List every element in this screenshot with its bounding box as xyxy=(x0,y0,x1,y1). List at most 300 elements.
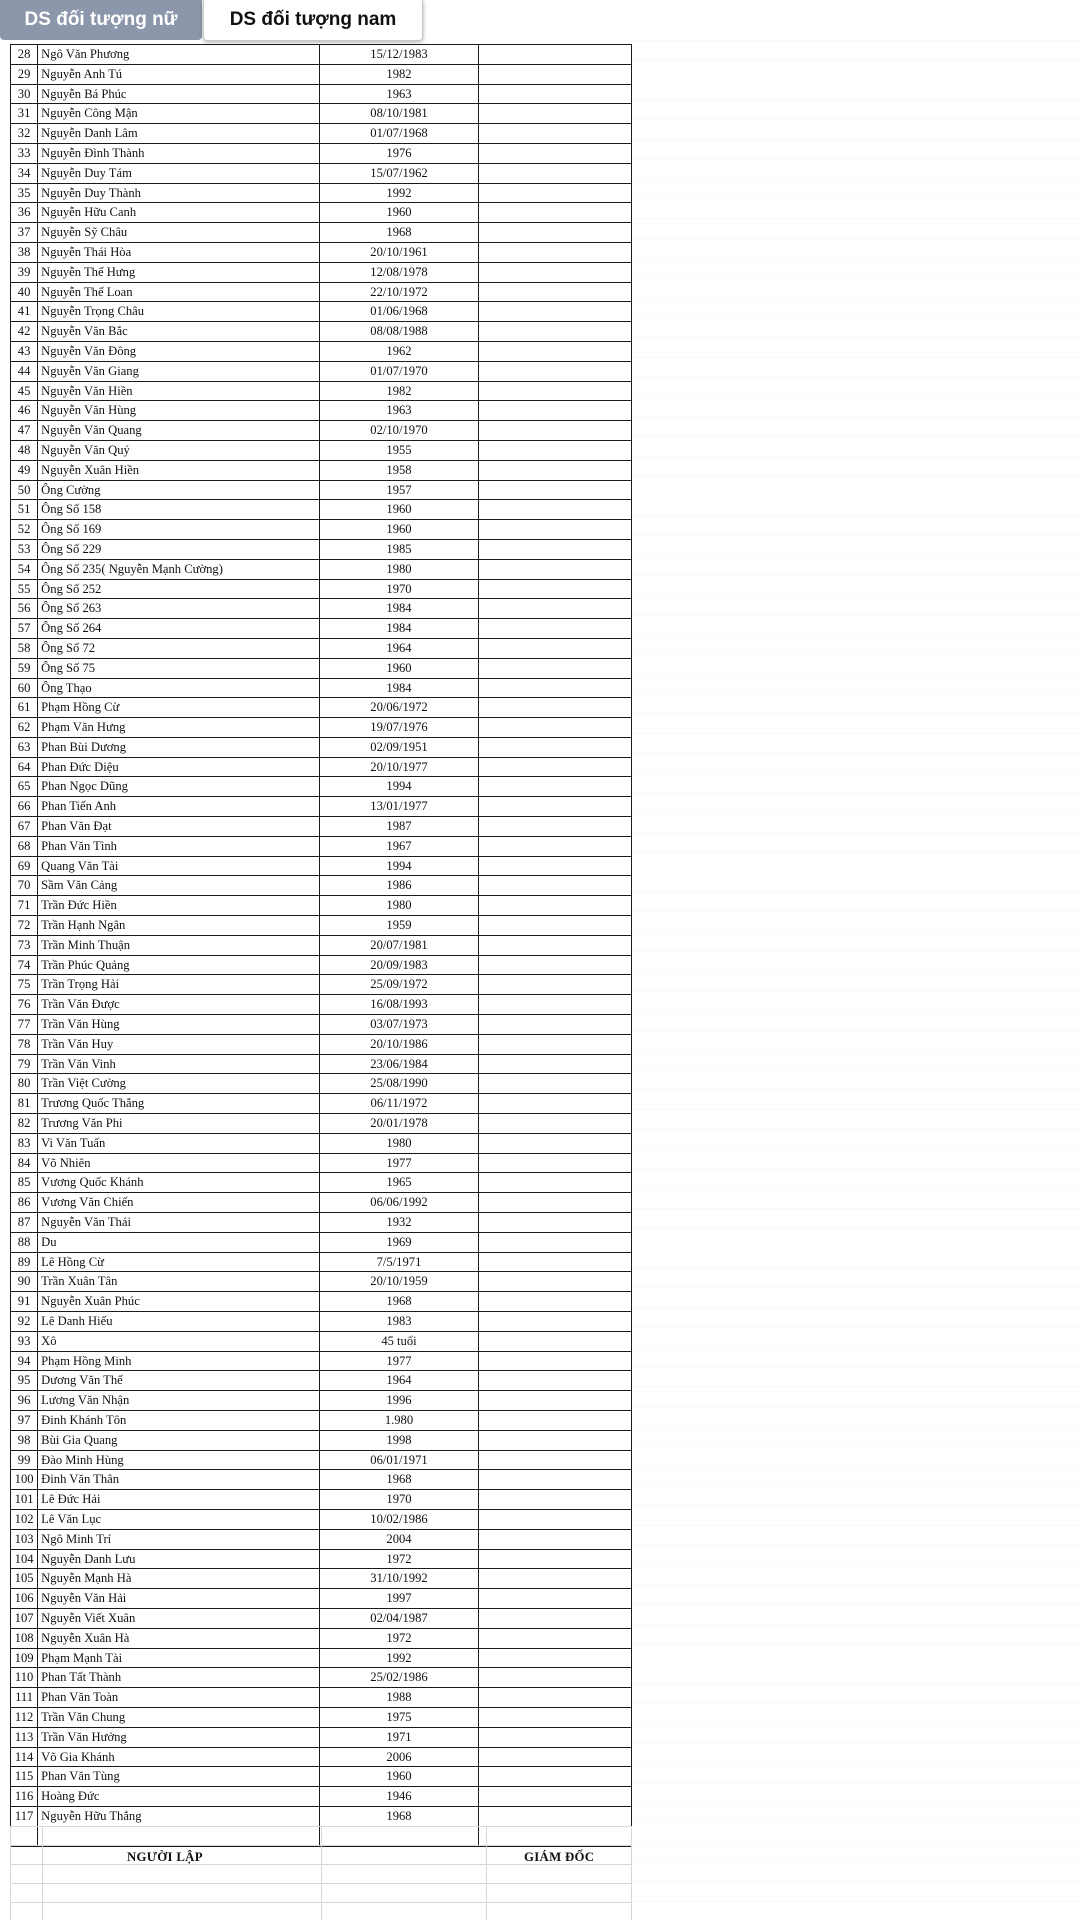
row-birthdate[interactable]: 1970 xyxy=(319,1490,478,1510)
row-number[interactable]: 79 xyxy=(11,1054,38,1074)
row-birthdate[interactable]: 1992 xyxy=(319,183,478,203)
row-number[interactable]: 107 xyxy=(11,1608,38,1628)
row-number[interactable]: 36 xyxy=(11,203,38,223)
row-number[interactable]: 103 xyxy=(11,1529,38,1549)
row-number[interactable]: 111 xyxy=(11,1688,38,1708)
row-name[interactable]: Ông Số 75 xyxy=(38,658,320,678)
row-birthdate[interactable]: 25/08/1990 xyxy=(319,1074,478,1094)
row-number[interactable]: 113 xyxy=(11,1727,38,1747)
row-birthdate[interactable]: 25/02/1986 xyxy=(319,1668,478,1688)
row-name[interactable]: Trần Phúc Quảng xyxy=(38,955,320,975)
row-name[interactable]: Quang Văn Tài xyxy=(38,856,320,876)
row-name[interactable]: Ngô Văn Phương xyxy=(38,45,320,65)
row-number[interactable]: 64 xyxy=(11,757,38,777)
row-name[interactable]: Trần Văn Vinh xyxy=(38,1054,320,1074)
row-name[interactable]: Đinh Văn Thân xyxy=(38,1470,320,1490)
row-blank-cell[interactable] xyxy=(479,1173,632,1193)
row-number[interactable]: 106 xyxy=(11,1589,38,1609)
row-number[interactable]: 41 xyxy=(11,302,38,322)
row-number[interactable]: 110 xyxy=(11,1668,38,1688)
row-blank-cell[interactable] xyxy=(479,1668,632,1688)
row-birthdate[interactable]: 1980 xyxy=(319,896,478,916)
row-name[interactable]: Ông Số 235( Nguyễn Mạnh Cường) xyxy=(38,559,320,579)
row-birthdate[interactable]: 1965 xyxy=(319,1173,478,1193)
row-name[interactable]: Ông Số 252 xyxy=(38,579,320,599)
row-blank-cell[interactable] xyxy=(479,143,632,163)
row-blank-cell[interactable] xyxy=(479,935,632,955)
row-birthdate[interactable]: 10/02/1986 xyxy=(319,1509,478,1529)
row-birthdate[interactable]: 20/07/1981 xyxy=(319,935,478,955)
row-blank-cell[interactable] xyxy=(479,1232,632,1252)
row-number[interactable]: 92 xyxy=(11,1312,38,1332)
row-name[interactable]: Nguyễn Thế Hưng xyxy=(38,262,320,282)
row-name[interactable]: Trần Văn Huy xyxy=(38,1034,320,1054)
row-birthdate[interactable]: 1984 xyxy=(319,599,478,619)
row-number[interactable]: 97 xyxy=(11,1410,38,1430)
row-number[interactable]: 83 xyxy=(11,1133,38,1153)
row-birthdate[interactable]: 03/07/1973 xyxy=(319,1015,478,1035)
row-birthdate[interactable]: 1998 xyxy=(319,1430,478,1450)
row-blank-cell[interactable] xyxy=(479,1391,632,1411)
row-birthdate[interactable]: 1983 xyxy=(319,1312,478,1332)
row-name[interactable]: Lê Hồng Cừ xyxy=(38,1252,320,1272)
row-name[interactable]: Nguyễn Viết Xuân xyxy=(38,1608,320,1628)
row-number[interactable]: 82 xyxy=(11,1114,38,1134)
row-number[interactable]: 56 xyxy=(11,599,38,619)
row-name[interactable]: Vi Văn Tuấn xyxy=(38,1133,320,1153)
row-number[interactable]: 50 xyxy=(11,480,38,500)
row-name[interactable]: Nguyễn Anh Tú xyxy=(38,64,320,84)
row-birthdate[interactable]: 19/07/1976 xyxy=(319,718,478,738)
row-blank-cell[interactable] xyxy=(479,223,632,243)
row-birthdate[interactable]: 20/06/1972 xyxy=(319,698,478,718)
row-birthdate[interactable]: 1946 xyxy=(319,1787,478,1807)
row-blank-cell[interactable] xyxy=(479,361,632,381)
row-name[interactable]: Lê Danh Hiếu xyxy=(38,1312,320,1332)
row-blank-cell[interactable] xyxy=(479,1529,632,1549)
row-birthdate[interactable]: 20/10/1986 xyxy=(319,1034,478,1054)
row-number[interactable]: 93 xyxy=(11,1331,38,1351)
row-name[interactable]: Nguyễn Văn Hiền xyxy=(38,381,320,401)
row-name[interactable]: Ngô Minh Trí xyxy=(38,1529,320,1549)
row-blank-cell[interactable] xyxy=(479,242,632,262)
row-blank-cell[interactable] xyxy=(479,163,632,183)
row-blank-cell[interactable] xyxy=(479,757,632,777)
row-blank-cell[interactable] xyxy=(479,1490,632,1510)
row-birthdate[interactable]: 1959 xyxy=(319,916,478,936)
row-number[interactable]: 34 xyxy=(11,163,38,183)
row-number[interactable]: 114 xyxy=(11,1747,38,1767)
row-blank-cell[interactable] xyxy=(479,1787,632,1807)
row-blank-cell[interactable] xyxy=(479,718,632,738)
row-name[interactable]: Trần Văn Hưởng xyxy=(38,1727,320,1747)
row-blank-cell[interactable] xyxy=(479,1193,632,1213)
row-number[interactable]: 85 xyxy=(11,1173,38,1193)
row-name[interactable]: Nguyễn Hữu Canh xyxy=(38,203,320,223)
row-number[interactable]: 46 xyxy=(11,401,38,421)
row-number[interactable]: 76 xyxy=(11,995,38,1015)
row-number[interactable]: 75 xyxy=(11,975,38,995)
row-blank-cell[interactable] xyxy=(479,698,632,718)
row-name[interactable]: Ông Số 263 xyxy=(38,599,320,619)
row-blank-cell[interactable] xyxy=(479,183,632,203)
row-birthdate[interactable]: 1987 xyxy=(319,817,478,837)
row-birthdate[interactable]: 13/01/1977 xyxy=(319,797,478,817)
row-name[interactable]: Nguyễn Bá Phúc xyxy=(38,84,320,104)
row-number[interactable]: 55 xyxy=(11,579,38,599)
row-name[interactable]: Lương Văn Nhận xyxy=(38,1391,320,1411)
row-number[interactable]: 90 xyxy=(11,1272,38,1292)
row-blank-cell[interactable] xyxy=(479,1034,632,1054)
row-birthdate[interactable]: 1980 xyxy=(319,1133,478,1153)
row-name[interactable]: Phan Văn Tình xyxy=(38,836,320,856)
row-number[interactable]: 32 xyxy=(11,124,38,144)
row-name[interactable]: Ông Số 72 xyxy=(38,638,320,658)
row-number[interactable]: 68 xyxy=(11,836,38,856)
row-number[interactable]: 39 xyxy=(11,262,38,282)
row-birthdate[interactable]: 15/12/1983 xyxy=(319,45,478,65)
row-birthdate[interactable]: 1955 xyxy=(319,440,478,460)
row-blank-cell[interactable] xyxy=(479,638,632,658)
row-birthdate[interactable]: 1984 xyxy=(319,619,478,639)
row-name[interactable]: Phan Ngọc Dũng xyxy=(38,777,320,797)
row-name[interactable]: Nguyễn Xuân Phúc xyxy=(38,1292,320,1312)
row-blank-cell[interactable] xyxy=(479,64,632,84)
row-name[interactable]: Phan Văn Tùng xyxy=(38,1767,320,1787)
row-number[interactable]: 71 xyxy=(11,896,38,916)
row-blank-cell[interactable] xyxy=(479,1312,632,1332)
row-birthdate[interactable]: 20/10/1959 xyxy=(319,1272,478,1292)
row-birthdate[interactable]: 12/08/1978 xyxy=(319,262,478,282)
row-blank-cell[interactable] xyxy=(479,1114,632,1134)
row-blank-cell[interactable] xyxy=(479,916,632,936)
row-birthdate[interactable]: 15/07/1962 xyxy=(319,163,478,183)
row-blank-cell[interactable] xyxy=(479,1094,632,1114)
row-blank-cell[interactable] xyxy=(479,559,632,579)
row-number[interactable]: 66 xyxy=(11,797,38,817)
row-name[interactable]: Phạm Văn Hưng xyxy=(38,718,320,738)
row-number[interactable]: 30 xyxy=(11,84,38,104)
row-name[interactable]: Phạm Mạnh Tài xyxy=(38,1648,320,1668)
row-name[interactable]: Trần Xuân Tân xyxy=(38,1272,320,1292)
row-number[interactable]: 89 xyxy=(11,1252,38,1272)
row-birthdate[interactable]: 1963 xyxy=(319,401,478,421)
row-birthdate[interactable]: 06/01/1971 xyxy=(319,1450,478,1470)
row-birthdate[interactable]: 16/08/1993 xyxy=(319,995,478,1015)
row-blank-cell[interactable] xyxy=(479,975,632,995)
row-name[interactable]: Nguyễn Danh Lưu xyxy=(38,1549,320,1569)
row-number[interactable]: 101 xyxy=(11,1490,38,1510)
row-name[interactable]: Ông Số 158 xyxy=(38,500,320,520)
row-blank-cell[interactable] xyxy=(479,322,632,342)
row-number[interactable]: 112 xyxy=(11,1707,38,1727)
row-blank-cell[interactable] xyxy=(479,1806,632,1826)
row-name[interactable]: Nguyễn Thái Hòa xyxy=(38,242,320,262)
row-blank-cell[interactable] xyxy=(479,995,632,1015)
row-birthdate[interactable]: 1982 xyxy=(319,64,478,84)
row-name[interactable]: Ông Số 229 xyxy=(38,539,320,559)
row-birthdate[interactable]: 20/10/1977 xyxy=(319,757,478,777)
row-number[interactable]: 63 xyxy=(11,737,38,757)
row-number[interactable]: 88 xyxy=(11,1232,38,1252)
row-name[interactable]: Ông Cường xyxy=(38,480,320,500)
row-birthdate[interactable]: 1963 xyxy=(319,84,478,104)
row-birthdate[interactable]: 20/10/1961 xyxy=(319,242,478,262)
row-blank-cell[interactable] xyxy=(479,1054,632,1074)
row-birthdate[interactable]: 2006 xyxy=(319,1747,478,1767)
row-birthdate[interactable]: 1.980 xyxy=(319,1410,478,1430)
row-birthdate[interactable]: 1968 xyxy=(319,1806,478,1826)
row-number[interactable]: 69 xyxy=(11,856,38,876)
row-birthdate[interactable]: 1960 xyxy=(319,520,478,540)
row-birthdate[interactable]: 1976 xyxy=(319,143,478,163)
row-birthdate[interactable]: 1986 xyxy=(319,876,478,896)
row-blank-cell[interactable] xyxy=(479,1153,632,1173)
row-number[interactable]: 38 xyxy=(11,242,38,262)
row-blank-cell[interactable] xyxy=(479,1371,632,1391)
row-number[interactable]: 95 xyxy=(11,1371,38,1391)
row-blank-cell[interactable] xyxy=(479,1747,632,1767)
row-birthdate[interactable]: 1994 xyxy=(319,856,478,876)
row-number[interactable]: 117 xyxy=(11,1806,38,1826)
row-name[interactable]: Nguyễn Hữu Thắng xyxy=(38,1806,320,1826)
row-number[interactable]: 37 xyxy=(11,223,38,243)
row-birthdate[interactable]: 1985 xyxy=(319,539,478,559)
row-blank-cell[interactable] xyxy=(479,678,632,698)
row-blank-cell[interactable] xyxy=(479,619,632,639)
row-birthdate[interactable]: 02/04/1987 xyxy=(319,1608,478,1628)
row-name[interactable]: Dương Văn Thế xyxy=(38,1371,320,1391)
row-name[interactable]: Nguyễn Văn Hùng xyxy=(38,401,320,421)
row-name[interactable]: Nguyễn Văn Quý xyxy=(38,440,320,460)
row-blank-cell[interactable] xyxy=(479,1648,632,1668)
row-blank-cell[interactable] xyxy=(479,124,632,144)
row-number[interactable]: 86 xyxy=(11,1193,38,1213)
row-name[interactable]: Võ Gia Khánh xyxy=(38,1747,320,1767)
row-blank-cell[interactable] xyxy=(479,1628,632,1648)
row-blank-cell[interactable] xyxy=(479,1450,632,1470)
row-blank-cell[interactable] xyxy=(479,896,632,916)
row-name[interactable]: Ông Số 169 xyxy=(38,520,320,540)
row-name[interactable]: Phạm Hồng Cừ xyxy=(38,698,320,718)
row-birthdate[interactable]: 1984 xyxy=(319,678,478,698)
row-blank-cell[interactable] xyxy=(479,1015,632,1035)
row-name[interactable]: Ông Số 264 xyxy=(38,619,320,639)
row-number[interactable]: 80 xyxy=(11,1074,38,1094)
row-name[interactable]: Nguyễn Đình Thành xyxy=(38,143,320,163)
row-number[interactable]: 44 xyxy=(11,361,38,381)
row-blank-cell[interactable] xyxy=(479,1549,632,1569)
row-birthdate[interactable]: 1970 xyxy=(319,579,478,599)
row-blank-cell[interactable] xyxy=(479,1767,632,1787)
row-number[interactable]: 40 xyxy=(11,282,38,302)
row-name[interactable]: Phan Văn Toàn xyxy=(38,1688,320,1708)
row-name[interactable]: Bùi Gia Quang xyxy=(38,1430,320,1450)
row-name[interactable]: Nguyễn Thế Loan xyxy=(38,282,320,302)
row-number[interactable]: 42 xyxy=(11,322,38,342)
row-number[interactable]: 115 xyxy=(11,1767,38,1787)
row-blank-cell[interactable] xyxy=(479,84,632,104)
row-birthdate[interactable]: 1971 xyxy=(319,1727,478,1747)
row-birthdate[interactable]: 1997 xyxy=(319,1589,478,1609)
row-name[interactable]: Phạm Hồng Minh xyxy=(38,1351,320,1371)
row-blank-cell[interactable] xyxy=(479,955,632,975)
row-birthdate[interactable]: 1960 xyxy=(319,203,478,223)
row-birthdate[interactable]: 1958 xyxy=(319,460,478,480)
row-name[interactable]: Phan Đức Diệu xyxy=(38,757,320,777)
row-name[interactable]: Trần Trọng Hải xyxy=(38,975,320,995)
row-blank-cell[interactable] xyxy=(479,1410,632,1430)
row-birthdate[interactable]: 45 tuổi xyxy=(319,1331,478,1351)
row-blank-cell[interactable] xyxy=(479,460,632,480)
row-blank-cell[interactable] xyxy=(479,1707,632,1727)
row-blank-cell[interactable] xyxy=(479,1272,632,1292)
row-blank-cell[interactable] xyxy=(479,1509,632,1529)
row-blank-cell[interactable] xyxy=(479,1688,632,1708)
row-name[interactable]: Trần Hạnh Ngân xyxy=(38,916,320,936)
row-number[interactable]: 28 xyxy=(11,45,38,65)
row-blank-cell[interactable] xyxy=(479,1430,632,1450)
row-name[interactable]: Trần Đức Hiền xyxy=(38,896,320,916)
row-name[interactable]: Nguyễn Trọng Châu xyxy=(38,302,320,322)
row-number[interactable]: 116 xyxy=(11,1787,38,1807)
row-name[interactable]: Nguyễn Duy Tám xyxy=(38,163,320,183)
row-blank-cell[interactable] xyxy=(479,520,632,540)
row-blank-cell[interactable] xyxy=(479,401,632,421)
row-name[interactable]: Trương Quốc Thắng xyxy=(38,1094,320,1114)
row-name[interactable]: Nguyễn Xuân Hiền xyxy=(38,460,320,480)
row-blank-cell[interactable] xyxy=(479,500,632,520)
row-birthdate[interactable]: 1960 xyxy=(319,500,478,520)
row-birthdate[interactable]: 08/10/1981 xyxy=(319,104,478,124)
row-blank-cell[interactable] xyxy=(479,45,632,65)
row-number[interactable]: 47 xyxy=(11,421,38,441)
row-blank-cell[interactable] xyxy=(479,381,632,401)
row-number[interactable]: 29 xyxy=(11,64,38,84)
row-birthdate[interactable]: 1932 xyxy=(319,1213,478,1233)
row-birthdate[interactable]: 1972 xyxy=(319,1549,478,1569)
row-number[interactable]: 48 xyxy=(11,440,38,460)
row-birthdate[interactable]: 1992 xyxy=(319,1648,478,1668)
row-birthdate[interactable]: 06/06/1992 xyxy=(319,1193,478,1213)
row-number[interactable]: 57 xyxy=(11,619,38,639)
row-number[interactable]: 65 xyxy=(11,777,38,797)
row-blank-cell[interactable] xyxy=(479,797,632,817)
row-birthdate[interactable]: 1967 xyxy=(319,836,478,856)
row-name[interactable]: Nguyễn Xuân Hà xyxy=(38,1628,320,1648)
row-birthdate[interactable]: 23/06/1984 xyxy=(319,1054,478,1074)
row-blank-cell[interactable] xyxy=(479,1074,632,1094)
row-number[interactable]: 52 xyxy=(11,520,38,540)
row-name[interactable]: Nguyễn Văn Thái xyxy=(38,1213,320,1233)
row-birthdate[interactable]: 1996 xyxy=(319,1391,478,1411)
row-name[interactable]: Nguyễn Văn Hải xyxy=(38,1589,320,1609)
row-name[interactable]: Võ Nhiên xyxy=(38,1153,320,1173)
row-blank-cell[interactable] xyxy=(479,539,632,559)
row-name[interactable]: Nguyễn Văn Giang xyxy=(38,361,320,381)
row-number[interactable]: 99 xyxy=(11,1450,38,1470)
row-blank-cell[interactable] xyxy=(479,876,632,896)
row-blank-cell[interactable] xyxy=(479,658,632,678)
row-name[interactable]: Lê Đức Hải xyxy=(38,1490,320,1510)
row-number[interactable]: 73 xyxy=(11,935,38,955)
tab-male-list[interactable]: DS đối tượng nam xyxy=(203,0,423,41)
row-blank-cell[interactable] xyxy=(479,203,632,223)
row-number[interactable]: 58 xyxy=(11,638,38,658)
row-name[interactable]: Vương Quốc Khánh xyxy=(38,1173,320,1193)
row-name[interactable]: Nguyễn Mạnh Hà xyxy=(38,1569,320,1589)
row-name[interactable]: Đào Minh Hùng xyxy=(38,1450,320,1470)
row-blank-cell[interactable] xyxy=(479,1727,632,1747)
row-birthdate[interactable]: 02/10/1970 xyxy=(319,421,478,441)
row-name[interactable]: Phan Văn Đạt xyxy=(38,817,320,837)
row-number[interactable]: 109 xyxy=(11,1648,38,1668)
row-blank-cell[interactable] xyxy=(479,1252,632,1272)
row-blank-cell[interactable] xyxy=(479,836,632,856)
row-number[interactable]: 35 xyxy=(11,183,38,203)
row-number[interactable]: 49 xyxy=(11,460,38,480)
row-number[interactable]: 77 xyxy=(11,1015,38,1035)
row-name[interactable]: Nguyễn Sỹ Châu xyxy=(38,223,320,243)
row-birthdate[interactable]: 1977 xyxy=(319,1153,478,1173)
row-blank-cell[interactable] xyxy=(479,1213,632,1233)
row-name[interactable]: Trần Việt Cường xyxy=(38,1074,320,1094)
row-name[interactable]: Nguyễn Văn Quang xyxy=(38,421,320,441)
row-number[interactable]: 67 xyxy=(11,817,38,837)
row-number[interactable]: 87 xyxy=(11,1213,38,1233)
row-birthdate[interactable]: 1964 xyxy=(319,1371,478,1391)
row-blank-cell[interactable] xyxy=(479,302,632,322)
row-name[interactable]: Vương Văn Chiến xyxy=(38,1193,320,1213)
row-birthdate[interactable]: 1975 xyxy=(319,1707,478,1727)
row-blank-cell[interactable] xyxy=(479,104,632,124)
row-birthdate[interactable]: 01/07/1970 xyxy=(319,361,478,381)
row-number[interactable]: 94 xyxy=(11,1351,38,1371)
row-number[interactable]: 84 xyxy=(11,1153,38,1173)
row-blank-cell[interactable] xyxy=(479,341,632,361)
row-blank-cell[interactable] xyxy=(479,1608,632,1628)
row-name[interactable]: Trần Minh Thuận xyxy=(38,935,320,955)
row-blank-cell[interactable] xyxy=(479,777,632,797)
row-blank-cell[interactable] xyxy=(479,599,632,619)
row-number[interactable]: 62 xyxy=(11,718,38,738)
row-blank-cell[interactable] xyxy=(479,282,632,302)
row-birthdate[interactable]: 1982 xyxy=(319,381,478,401)
row-name[interactable]: Phan Tất Thành xyxy=(38,1668,320,1688)
row-number[interactable]: 100 xyxy=(11,1470,38,1490)
row-number[interactable]: 91 xyxy=(11,1292,38,1312)
row-birthdate[interactable]: 7/5/1971 xyxy=(319,1252,478,1272)
row-birthdate[interactable]: 1960 xyxy=(319,658,478,678)
row-birthdate[interactable]: 1988 xyxy=(319,1688,478,1708)
row-blank-cell[interactable] xyxy=(479,1133,632,1153)
row-birthdate[interactable]: 06/11/1972 xyxy=(319,1094,478,1114)
row-blank-cell[interactable] xyxy=(479,480,632,500)
row-birthdate[interactable]: 1969 xyxy=(319,1232,478,1252)
row-number[interactable]: 43 xyxy=(11,341,38,361)
row-name[interactable]: Phan Tiến Anh xyxy=(38,797,320,817)
row-name[interactable]: Trần Văn Được xyxy=(38,995,320,1015)
row-birthdate[interactable]: 1980 xyxy=(319,559,478,579)
row-birthdate[interactable]: 20/01/1978 xyxy=(319,1114,478,1134)
row-birthdate[interactable]: 1964 xyxy=(319,638,478,658)
row-name[interactable]: Xô xyxy=(38,1331,320,1351)
row-birthdate[interactable]: 1977 xyxy=(319,1351,478,1371)
row-blank-cell[interactable] xyxy=(479,1589,632,1609)
row-birthdate[interactable]: 1972 xyxy=(319,1628,478,1648)
row-birthdate[interactable]: 2004 xyxy=(319,1529,478,1549)
row-name[interactable]: Trần Văn Hùng xyxy=(38,1015,320,1035)
